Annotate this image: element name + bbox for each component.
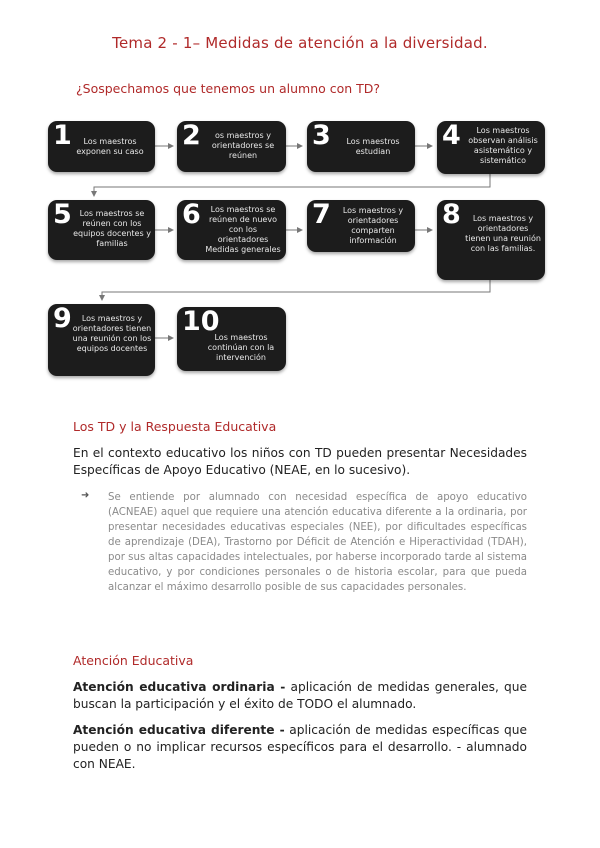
step-text: Los maestros observan análisis asistemático y sistemático <box>468 126 538 165</box>
section-title-atencion: Atención Educativa <box>73 653 194 668</box>
page-title: Tema 2 - 1– Medidas de atención a la diversidad. <box>112 34 488 52</box>
diferente-paragraph <box>73 722 527 773</box>
step-text: Los maestros continúan con la intervención <box>207 333 275 362</box>
flow-step-2 <box>177 121 286 172</box>
ordinaria-text: aplicación de medidas generales, que buscan la participación y el éxito de TODO el alumnado. <box>73 680 527 711</box>
flow-step-8 <box>437 200 545 280</box>
step-number: 3 <box>312 121 331 151</box>
step-text: Los maestros y orientadores comparten información <box>342 206 404 245</box>
step-text: os maestros y orientadores se reúnen <box>211 131 275 160</box>
flow-step-9 <box>48 304 155 376</box>
flow-question-heading: ¿Sospechamos que tenemos un alumno con TD? <box>76 81 381 96</box>
step-text: Los maestros se reúnen con los equipos docentes y familias <box>73 209 151 248</box>
step-number: 2 <box>182 121 201 151</box>
flow-step-4 <box>437 121 545 174</box>
step-text: Los maestros exponen su caso <box>76 137 144 156</box>
step-number: 6 <box>182 200 201 230</box>
step-number: 4 <box>442 121 461 151</box>
step-number: 5 <box>53 200 72 230</box>
process-flowchart <box>0 0 600 400</box>
flow-step-7 <box>307 200 415 252</box>
flow-step-1 <box>48 121 155 172</box>
step-number: 1 <box>53 121 72 151</box>
step-number: 8 <box>442 200 461 230</box>
step-text: Los maestros se reúnen de nuevo con los orientadores Medidas generales <box>205 205 281 254</box>
step-number: 9 <box>53 304 72 334</box>
flow-step-5 <box>48 200 155 260</box>
ordinaria-term: Atención educativa ordinaria - <box>73 680 286 694</box>
step-number: 10 <box>182 307 220 337</box>
flow-step-10 <box>177 307 286 371</box>
step-text: Los maestros estudian <box>346 137 400 156</box>
step-number: 7 <box>312 200 331 230</box>
td-intro-paragraph: En el contexto educativo los niños con TD pueden presentar Necesidades Específicas de Apoyo Educativo (NEAE, en lo sucesivo). <box>73 446 527 477</box>
section-title-td: Los TD y la Respuesta Educativa <box>73 419 277 434</box>
diferente-term: Atención educativa diferente - <box>73 723 285 737</box>
flow-step-6 <box>177 200 286 260</box>
diferente-text: aplicación de medidas específicas que pueden o no implicar recursos específicos para el desarrollo. - alumnado con NEAE. <box>73 723 528 771</box>
arrow-right-icon: ➜ <box>81 490 90 501</box>
ordinaria-paragraph <box>73 679 527 713</box>
step-text: Los maestros y orientadores tienen una reunión con los equipos docentes <box>72 314 152 353</box>
arrow-4-5 <box>94 174 490 196</box>
arrow-8-9 <box>102 280 490 300</box>
flow-step-3 <box>307 121 415 172</box>
acneae-definition: Se entiende por alumnado con necesidad específica de apoyo educativo (ACNEAE) aquel que requiere una atención educativa diferente a la ordinaria, por presentar necesidades educativas especiales (NEE), por dificultades específicas de aprendizaje (DEA), Trastorno por Déficit de Atención e Hiperactividad (TDAH), por sus altas capacidades intelectuales, por haberse incorporado tarde al sistema educativo, y por condiciones personales o de historia escolar, para que pueda alcanzar el máximo desarrollo posible de sus capacidades personales. <box>108 492 527 593</box>
step-text: Los maestros y orientadores tienen una reunión con las familias. <box>465 214 541 253</box>
